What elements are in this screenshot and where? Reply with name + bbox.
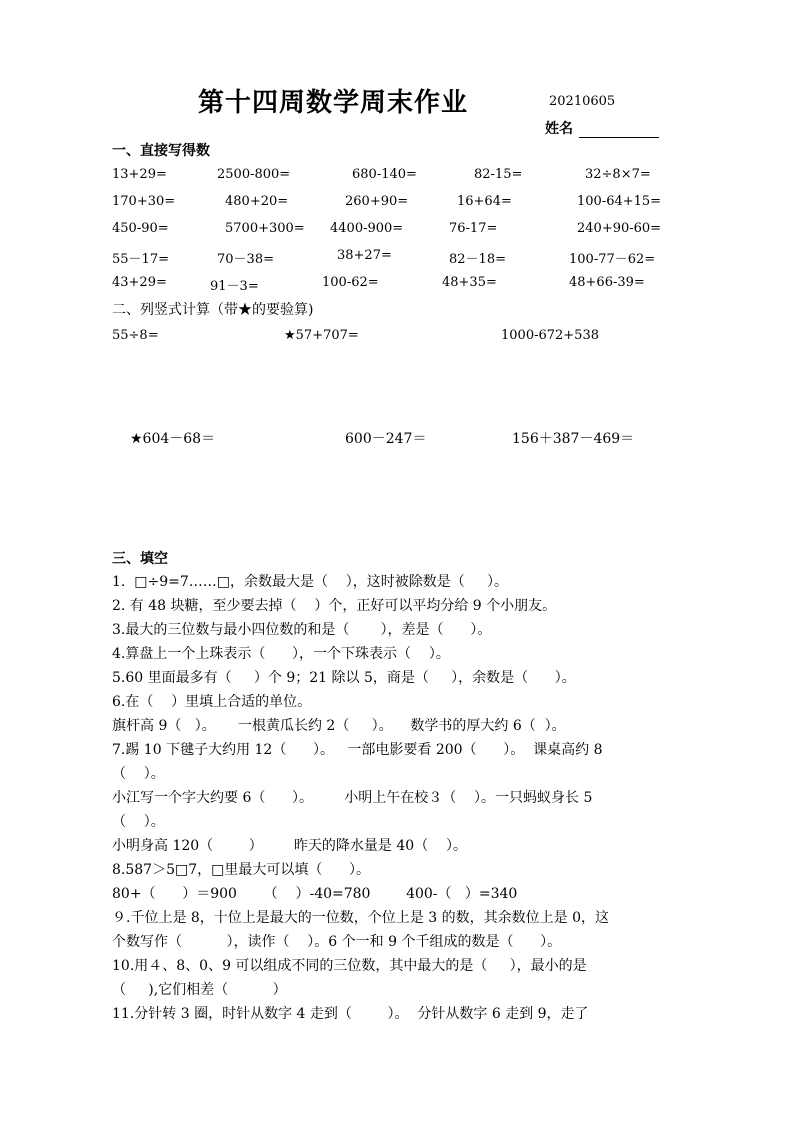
s1-r2-c1: 170+30= (112, 194, 176, 209)
fill-line-11: 11.分针转 3 圈，时针从数字 4 走到（ ）。 分针从数字 6 走到 9，走了 (112, 1006, 589, 1022)
fill-line-4: 4.算盘上一个上珠表示（ ），一个下珠表示（ ）。 (112, 646, 450, 662)
fill-line-5: 5.60 里面最多有（ ）个 9；21 除以 5，商是（ ），余数是（ ）。 (112, 670, 576, 686)
s2-r1-c2: ★57+707= (284, 328, 359, 343)
fill-line-9: ９.千位上是 8，十位上是最大的一位数，个位上是 3 的数，其余数位上是 0，这 (112, 910, 609, 926)
name-label: 姓名 (545, 121, 573, 137)
s1-r4-c1: 55－17= (112, 252, 169, 267)
s1-r3-c4: 76-17= (449, 221, 498, 236)
section1-heading: 一、直接写得数 (112, 143, 210, 159)
s1-r2-c4: 16+64= (457, 194, 512, 209)
fill-line-7b-cont: （ ）。 (112, 814, 165, 830)
s1-r1-c1: 13+29= (112, 167, 167, 182)
section2-heading: 二、列竖式计算（带★的要验算) (112, 302, 314, 318)
s1-r4-c5: 100-77－62= (569, 252, 656, 267)
section3-heading: 三、填空 (112, 551, 168, 567)
fill-line-7: 7.踢 10 下毽子大约用 12（ ）。 一部电影要看 200（ ）。 课桌高约 8 (112, 742, 603, 758)
name-field (545, 118, 659, 138)
s1-r3-c5: 240+90-60= (577, 221, 662, 236)
s1-r2-c2: 480+20= (225, 194, 289, 209)
fill-line-9-cont: 个数写作（ ），读作（ ）。6 个一和 9 个千组成的数是（ ）。 (112, 934, 562, 950)
fill-line-7b: 小江写一个字大约要 6（ ）。 小明上午在校３（ ）。一只蚂蚁身长 5 (112, 790, 593, 806)
name-blank-line (579, 123, 659, 138)
fill-line-3: 3.最大的三位数与最小四位数的和是（ ），差是（ ）。 (112, 622, 492, 638)
s1-r5-c2: 91－3= (210, 279, 259, 294)
fill-line-2: 2. 有 48 块糖，至少要去掉（ ）个，正好可以平均分给 9 个小朋友。 (112, 598, 557, 614)
fill-line-6-units: 旗杆高 9（ ）。 一根黄瓜长约 2（ ）。 数学书的厚大约 6（ ）。 (112, 718, 566, 734)
s1-r5-c3: 100-62= (322, 275, 379, 290)
date-label: 20210605 (549, 94, 616, 109)
s1-r5-c1: 43+29= (112, 275, 167, 290)
s2-r1-c3: 1000-672+538 (501, 328, 599, 343)
s2-r1-c1: 55÷8= (112, 328, 159, 343)
fill-line-8: 8.587＞5□7，□里最大可以填（ ）。 (112, 862, 371, 878)
s1-r4-c3: 38+27= (337, 248, 392, 263)
fill-line-7c: 小明身高 120（ ） 昨天的降水量是 40（ ）。 (112, 838, 467, 854)
s2-r2-c3: 156＋387－469＝ (512, 431, 635, 447)
fill-line-8b: 80+（ ）＝900 （ ）-40=780 400-（ ）=340 (112, 886, 518, 902)
s1-r3-c2: 5700+300= (225, 221, 305, 236)
s1-r1-c5: 32÷8×7= (585, 167, 651, 182)
s1-r4-c4: 82－18= (449, 252, 506, 267)
fill-line-10: 10.用４、8、0、9 可以组成不同的三位数，其中最大的是（ ），最小的是 (112, 958, 587, 974)
s1-r2-c5: 100-64+15= (577, 194, 662, 209)
s1-r1-c2: 2500-800= (217, 167, 291, 182)
s1-r3-c1: 450-90= (112, 221, 169, 236)
page-title: 第十四周数学周末作业 (198, 88, 469, 118)
s1-r1-c3: 680-140= (352, 167, 417, 182)
s1-r4-c2: 70－38= (217, 252, 274, 267)
s1-r1-c4: 82-15= (474, 167, 523, 182)
s1-r2-c3: 260+90= (345, 194, 409, 209)
fill-line-6: 6.在（ ）里填上合适的单位。 (112, 694, 312, 710)
s1-r5-c5: 48+66-39= (569, 275, 645, 290)
s1-r5-c4: 48+35= (442, 275, 497, 290)
fill-line-7-cont: （ ）。 (112, 766, 165, 782)
fill-line-10-cont: （ ),它们相差（ ） (112, 982, 287, 998)
s2-r2-c2: 600－247＝ (345, 431, 427, 447)
s2-r2-c1: ★604－68＝ (130, 431, 216, 447)
fill-line-1: 1. □÷9=7……□，余数最大是（ ），这时被除数是（ ）。 (112, 574, 509, 590)
s1-r3-c3: 4400-900= (330, 221, 404, 236)
